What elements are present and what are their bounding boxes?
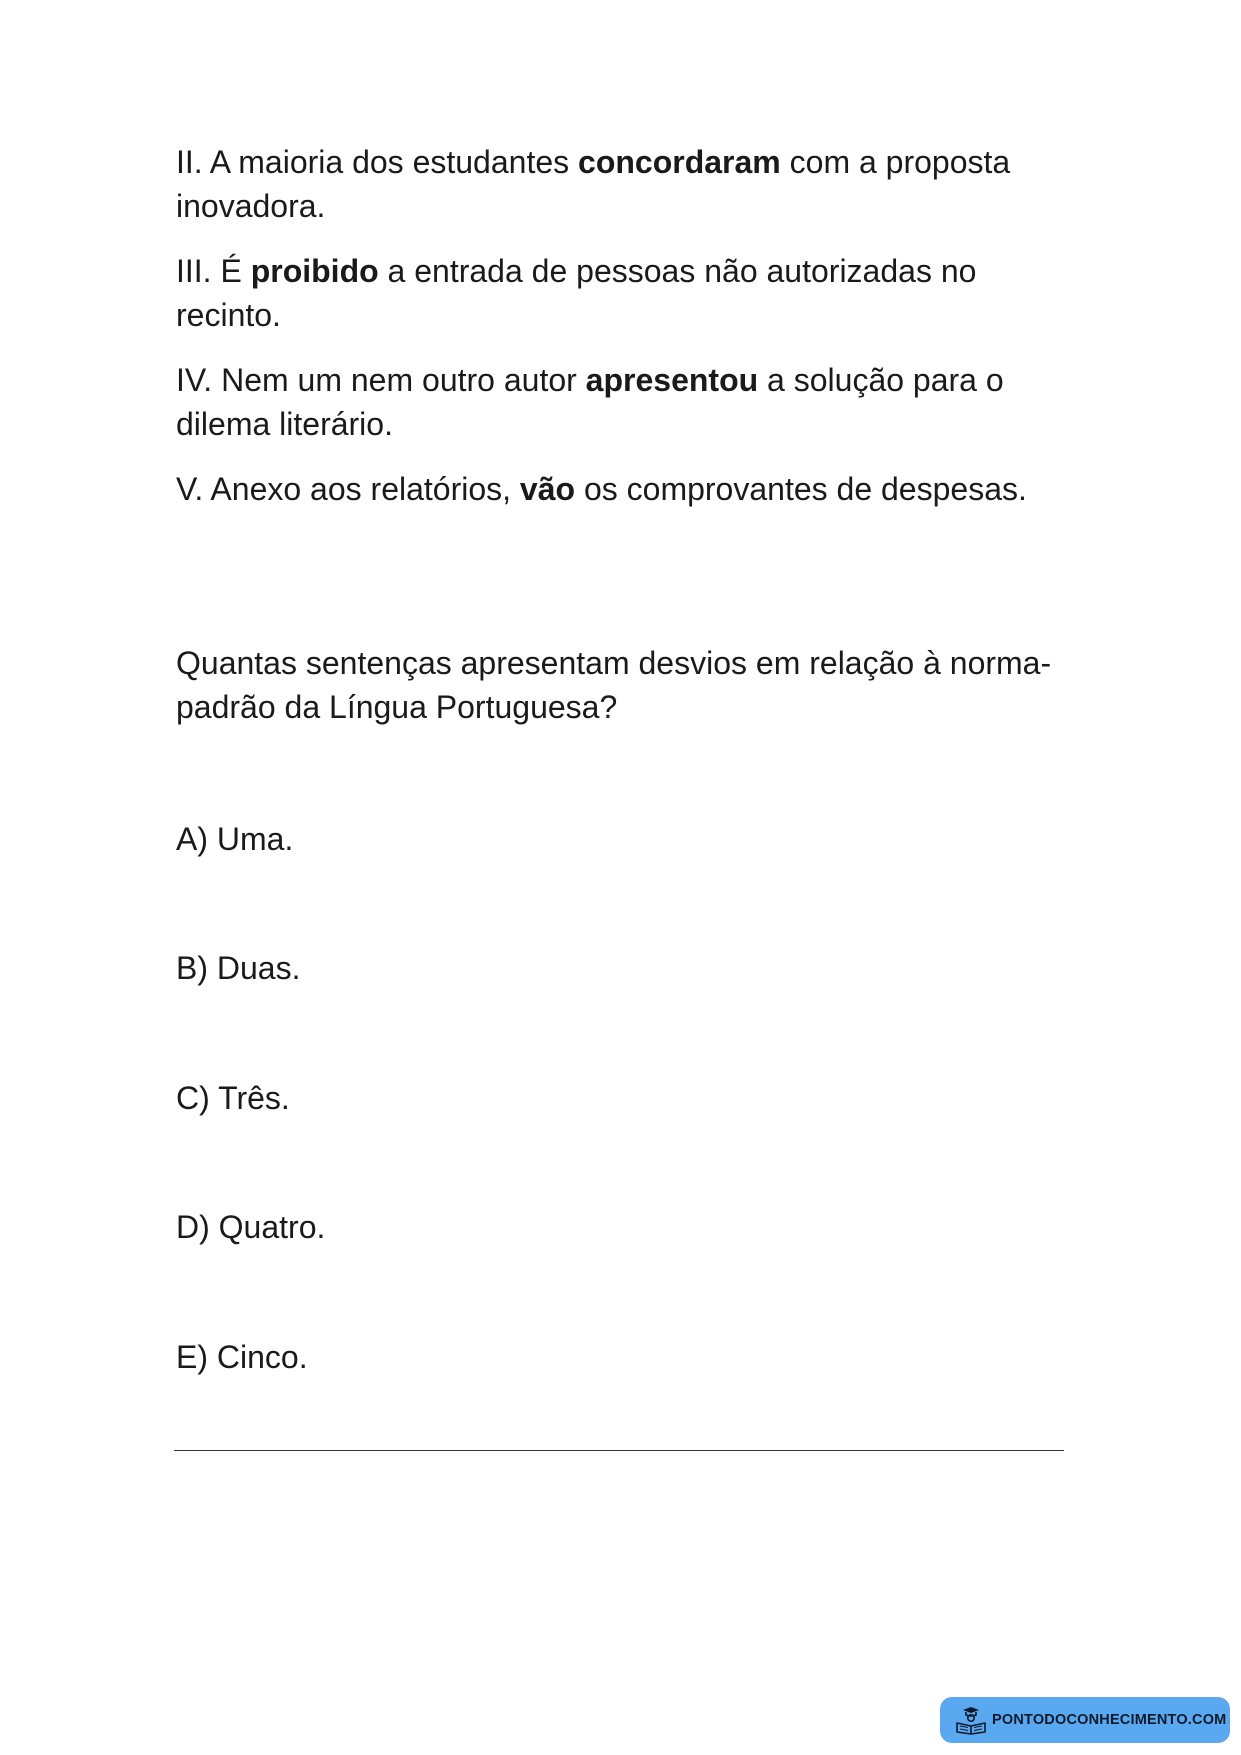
option-b[interactable]: B) Duas. <box>176 950 301 986</box>
sentence-ii <box>176 140 1076 228</box>
sentence-list <box>176 140 1076 532</box>
site-badge[interactable] <box>940 1697 1230 1743</box>
site-label[interactable]: PONTODOCONHECIMENTO.COM <box>992 1712 1227 1728</box>
option-e[interactable]: E) Cinco. <box>176 1339 308 1375</box>
sentence-text: II. A maioria dos estudantes <box>176 144 579 180</box>
sentence-iii <box>176 249 1076 337</box>
sentence-text: os comprovantes de despesas. <box>575 471 1027 507</box>
sentence-text: a solução para o dilema literário. <box>176 362 1004 442</box>
highlighted-verb: concordaram <box>578 144 781 180</box>
option-a[interactable]: A) Uma. <box>176 821 294 857</box>
sentence-text: IV. Nem um nem outro autor <box>176 362 586 398</box>
sentence-iv <box>176 358 1076 446</box>
sentence-text: V. Anexo aos relatórios, <box>176 471 520 507</box>
sentence-v <box>176 467 1076 511</box>
highlighted-verb: apresentou <box>585 362 759 398</box>
option-d[interactable]: D) Quatro. <box>176 1209 326 1245</box>
option-c[interactable]: C) Três. <box>176 1080 290 1116</box>
sentence-text: a entrada de pessoas não autorizadas no recinto. <box>176 253 977 333</box>
sentence-text: III. É <box>176 253 251 289</box>
sentence-text: com a proposta inovadora. <box>176 144 1011 224</box>
reader-with-book-icon <box>954 1705 988 1735</box>
section-divider <box>174 1450 1064 1451</box>
highlighted-verb: vão <box>519 471 576 507</box>
question-prompt: Quantas sentenças apresentam desvios em relação à norma-padrão da Língua Portuguesa? <box>176 645 1052 725</box>
highlighted-verb: proibido <box>250 253 379 289</box>
